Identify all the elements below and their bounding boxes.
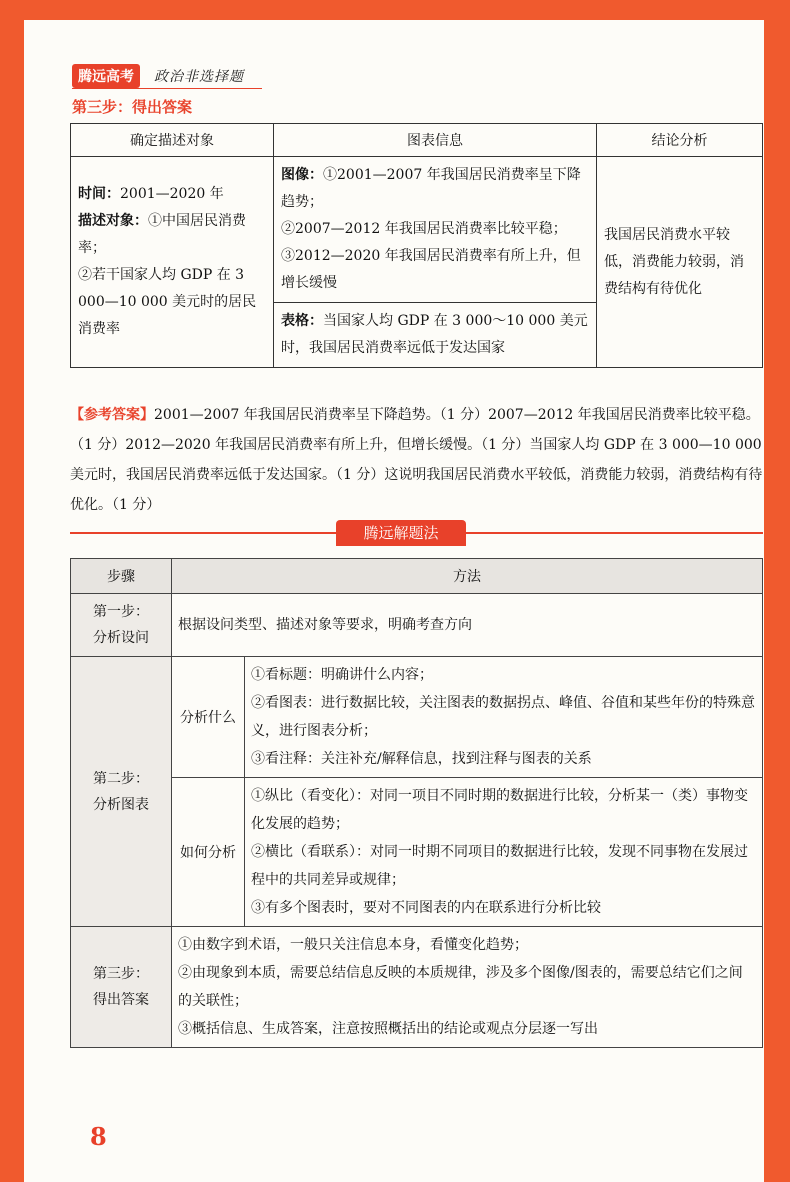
page-number: 8 — [90, 1122, 107, 1151]
method-header-method: 方法 — [172, 559, 763, 594]
what-label: 分析什么 — [172, 657, 245, 778]
object-cell — [71, 157, 274, 368]
image-item-1: ①2001—2007 年我国居民消费率呈下降趋势； — [281, 167, 581, 210]
what-item-2: ②看图表：进行数据比较，关注图表的数据拐点、峰值、谷值和某些年份的特殊意义，进行图表分析； — [251, 695, 755, 739]
what-item-1: ①看标题：明确讲什么内容； — [251, 667, 433, 683]
analysis-table — [70, 123, 763, 368]
col-header-conclusion: 结论分析 — [597, 124, 763, 157]
method-table — [70, 558, 763, 1048]
brand-logo: 腾远高考 — [72, 64, 140, 88]
step1-label — [71, 594, 172, 657]
method-title: 腾远解题法 — [336, 520, 466, 546]
desc-label: 描述对象： — [78, 213, 148, 229]
table-label: 表格： — [281, 313, 323, 329]
step3-label — [71, 927, 172, 1048]
col-header-chart-info: 图表信息 — [274, 124, 597, 157]
reference-answer — [70, 400, 763, 520]
what-item-3: ③看注释：关注补充/解释信息，找到注释与图表的关系 — [251, 751, 592, 767]
desc-item-1: ①中国居民消费率； — [78, 213, 246, 256]
table-text: 当国家人均 GDP 在 3 000～10 000 美元时，我国居民消费率远低于发达国家 — [281, 313, 588, 356]
how-item-3: ③有多个图表时，要对不同图表的内在联系进行分析比较 — [251, 900, 601, 916]
step3-label-1: 第三步： — [93, 966, 149, 982]
step3-label-2: 得出答案 — [93, 992, 149, 1008]
time-value: 2001—2020 年 — [120, 186, 224, 202]
header-divider — [72, 88, 262, 89]
answer-tag: 【参考答案】 — [70, 407, 154, 423]
image-info-cell — [274, 157, 597, 303]
step3-item-1: ①由数字到术语，一般只关注信息本身，看懂变化趋势； — [178, 937, 528, 953]
step2-label-2: 分析图表 — [93, 796, 149, 813]
conclusion-text: 我国居民消费水平较低，消费能力较弱，消费结构有待优化 — [604, 226, 744, 297]
step3-title: 第三步：得出答案 — [72, 98, 193, 116]
step1-label-1: 第一步： — [93, 604, 149, 620]
how-cell — [245, 778, 763, 927]
step2-label — [71, 657, 172, 927]
what-cell — [245, 657, 763, 778]
col-header-object: 确定描述对象 — [71, 124, 274, 157]
step3-cell — [172, 927, 763, 1048]
how-item-2: ②横比（看联系）：对同一时期不同项目的数据进行比较，发现不同事物在发展过程中的共同差异或规律； — [251, 844, 748, 888]
step3-item-2: ②由现象到本质，需要总结信息反映的本质规律，涉及多个图像/图表的，需要总结它们之间的关联性； — [178, 965, 743, 1009]
method-header-step: 步骤 — [71, 559, 172, 594]
subject-title: 政治非选择题 — [154, 69, 244, 85]
step1-text: 根据设问类型、描述对象等要求，明确考查方向 — [172, 594, 763, 657]
time-label: 时间： — [78, 186, 120, 202]
step2-label-1: 第二步： — [93, 770, 149, 787]
desc-item-2: ②若干国家人均 GDP 在 3 000—10 000 美元时的居民消费率 — [78, 267, 257, 337]
step3-item-3: ③概括信息、生成答案，注意按照概括出的结论或观点分层逐一写出 — [178, 1021, 598, 1037]
conclusion-cell — [597, 157, 763, 368]
image-label: 图像： — [281, 167, 323, 183]
image-item-3: ③2012—2020 年我国居民消费率有所上升，但增长缓慢 — [281, 248, 581, 291]
step1-label-2: 分析设问 — [93, 630, 149, 646]
how-item-1: ①纵比（看变化）：对同一项目不同时期的数据进行比较，分析某一（类）事物变化发展的趋势； — [251, 788, 748, 832]
image-item-2: ②2007—2012 年我国居民消费率比较平稳； — [281, 221, 567, 237]
answer-text: 2001—2007 年我国居民消费率呈下降趋势。（1 分）2007—2012 年我国居民消费率比较平稳。（1 分）2012—2020 年我国居民消费率有所上升，但增长缓慢。（1 分）当国家人均 GDP 在 3 000—10 000 美元时，我国居民消费率远低于发达国家。（1 分）这说明我国居民消费水平较低，消费能力较弱，消费结构有待优化。（1 分） — [70, 407, 763, 513]
how-label: 如何分析 — [172, 778, 245, 927]
table-info-cell — [274, 303, 597, 368]
